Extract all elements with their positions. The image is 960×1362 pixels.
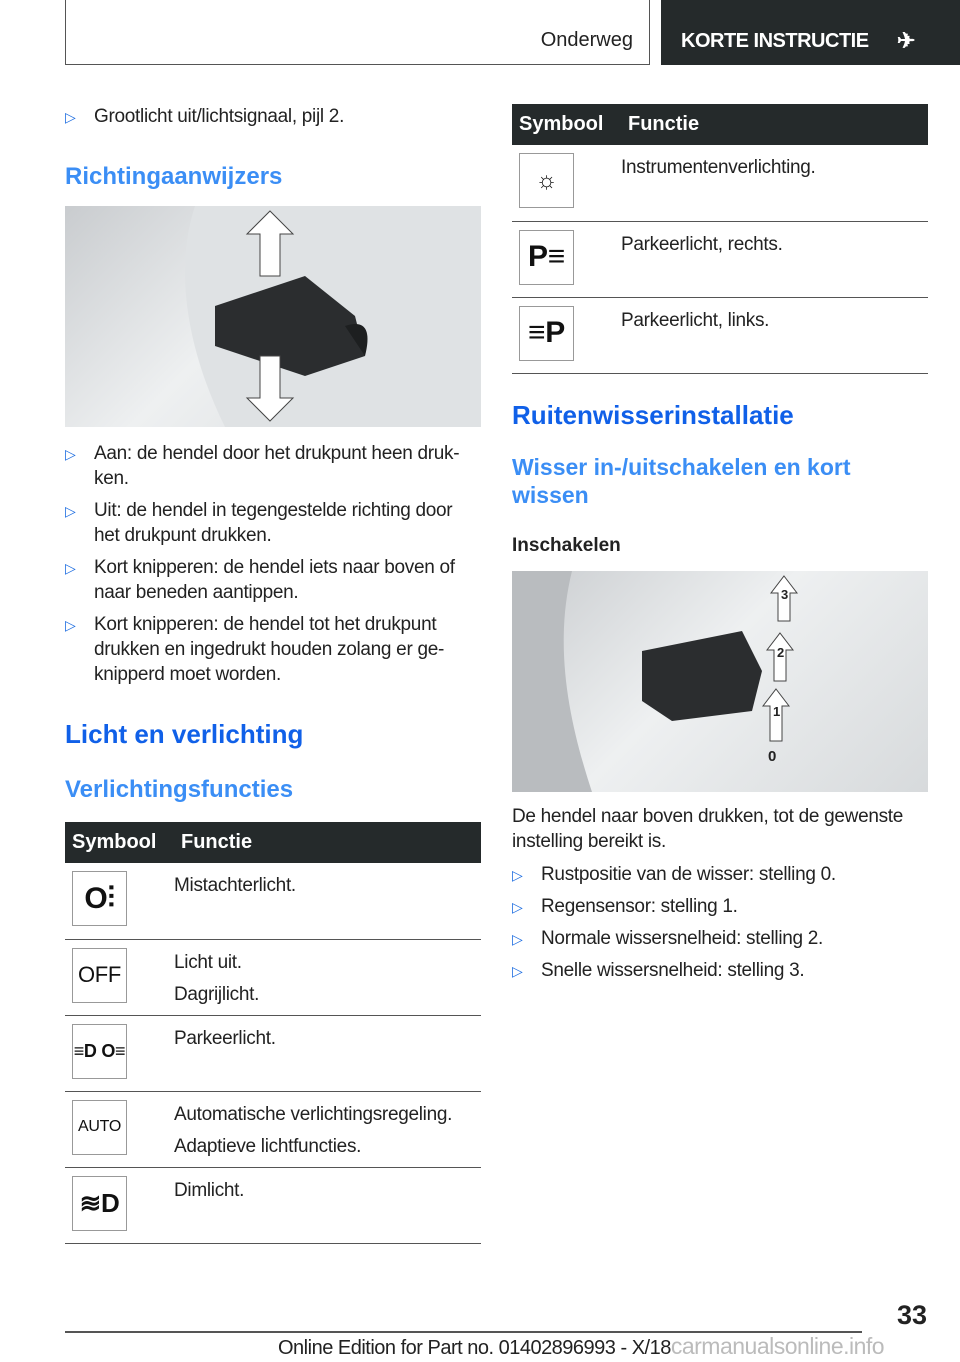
bullet: ▷ Snelle wissersnelheid: stelling 3. <box>512 958 928 983</box>
parking-light-left-icon: ≡P <box>519 306 574 361</box>
function-text: Instrumentenverlichting. <box>621 157 816 178</box>
auto-icon: AUTO <box>72 1100 127 1155</box>
function-text: Parkeerlicht, rechts. <box>621 233 783 255</box>
instrument-lighting-icon: ☼ <box>519 153 574 208</box>
table-row <box>512 221 928 297</box>
wiper-lever-image <box>512 571 928 792</box>
table-row <box>65 1015 481 1091</box>
function-text: Dagrijlicht. <box>174 983 260 1005</box>
bullet: ▷ Aan: de hendel door het drukpunt heen druk-ken. <box>65 441 481 491</box>
function-text: Mistachterlicht. <box>174 875 296 896</box>
function-text: Dimlicht. <box>174 1179 245 1201</box>
col-function: Functie <box>174 822 481 863</box>
bullet: ▷ Uit: de hendel in tegengestelde richting door het drukpunt drukken. <box>65 498 481 548</box>
function-text: Parkeerlicht. <box>174 1027 276 1049</box>
header-box <box>65 0 650 65</box>
table-row <box>65 1167 481 1243</box>
pushpin-icon: ✈ <box>897 28 915 53</box>
function-text: Automatische verlichtingsregeling. <box>174 1103 453 1125</box>
right-column <box>512 104 928 990</box>
chapter-tab <box>661 0 960 65</box>
label-switch-on: Inschakelen <box>512 534 621 556</box>
table-row <box>512 297 928 373</box>
subheading-wiper: Wisser in-/uitschakelen en kort wissen <box>512 453 851 508</box>
section-title: Onderweg <box>540 29 633 51</box>
watermark: carmanualsonline.info <box>670 1333 885 1359</box>
chapter-title: KORTE INSTRUCTIE <box>681 30 869 52</box>
bullet: ▷ Rustpositie van de wisser: stelling 0. <box>512 862 928 887</box>
lever-illustration <box>512 571 928 792</box>
col-function: Functie <box>621 104 928 145</box>
turn-signal-lever-image <box>65 206 481 427</box>
position-label: 1 <box>773 703 781 719</box>
col-symbol: Symbool <box>512 104 621 145</box>
table-row <box>65 1091 481 1167</box>
bullet: ▷ Regensensor: stelling 1. <box>512 894 928 919</box>
heading-lighting: Licht en verlichting <box>65 719 304 749</box>
bullet: ▷ Grootlicht uit/lichtsignaal, pijl 2. <box>65 104 481 129</box>
edition-text: Online Edition for Part no. 01402896993 - X/18 <box>278 1337 671 1359</box>
page-number: 33 <box>897 1300 928 1330</box>
subheading-lighting-functions: Verlichtingsfuncties <box>65 776 294 803</box>
heading-wiper: Ruitenwisserinstallatie <box>512 399 794 430</box>
table-row <box>65 863 481 939</box>
low-beam-icon: ≋D <box>72 1176 127 1231</box>
table-row <box>512 145 928 221</box>
table-row <box>65 939 481 1015</box>
rear-fog-light-icon: O⫶ <box>72 871 127 926</box>
heading-turn-signals: Richtingaanwijzers <box>65 163 283 190</box>
position-label: 0 <box>768 747 777 765</box>
position-label: 2 <box>777 644 785 660</box>
footer-text <box>278 1333 884 1360</box>
wiper-text: De hendel naar boven drukken, tot de gewenste instelling bereikt is. <box>512 805 904 852</box>
lighting-table <box>65 822 481 1244</box>
function-text: Licht uit. <box>174 951 242 973</box>
function-text: Adaptieve lichtfuncties. <box>174 1135 362 1157</box>
parking-light-icon: ≡D O≡ <box>72 1024 127 1079</box>
position-label: 3 <box>781 586 789 602</box>
left-column <box>65 104 481 1244</box>
col-symbol: Symbool <box>65 822 174 863</box>
parking-light-right-icon: P≡ <box>519 230 574 285</box>
bullet: ▷ Kort knipperen: de hendel iets naar boven of naar beneden aantippen. <box>65 555 481 605</box>
lighting-table-2 <box>512 104 928 374</box>
bullet: ▷ Kort knipperen: de hendel tot het drukpunt drukken en ingedrukt houden zolang er ge-knipperd moet worden. <box>65 612 481 687</box>
lever-illustration <box>65 206 481 427</box>
function-text: Parkeerlicht, links. <box>621 309 770 331</box>
bullet: ▷ Normale wissersnelheid: stelling 2. <box>512 926 928 951</box>
off-icon: OFF <box>72 948 127 1003</box>
